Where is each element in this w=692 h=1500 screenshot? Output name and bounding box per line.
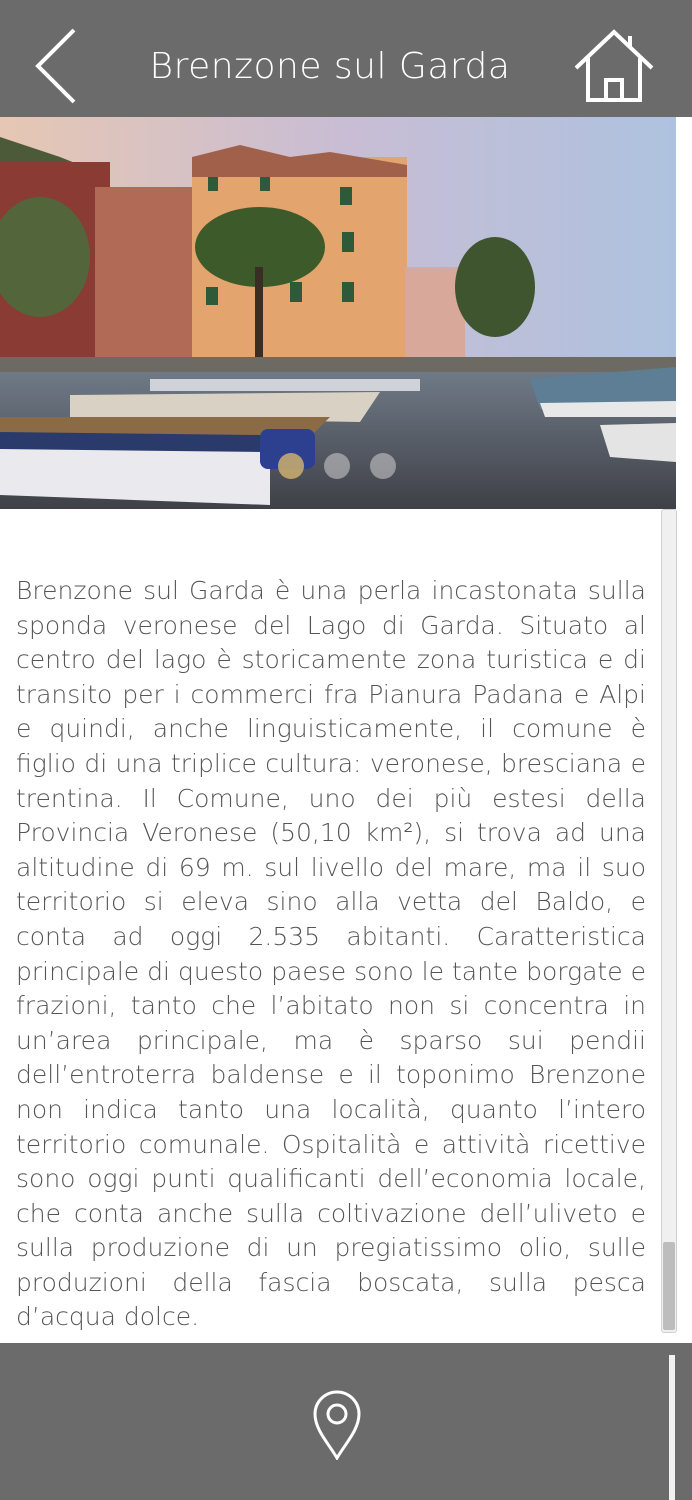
- footer-scroll-indicator: [669, 1355, 675, 1500]
- description-scrollbar[interactable]: [661, 509, 677, 1333]
- description-panel: [0, 509, 660, 1343]
- harbor-photo: [0, 117, 676, 509]
- gallery-pagination: [278, 453, 396, 479]
- page-title: Brenzone sul Garda: [149, 46, 511, 87]
- map-pin-icon[interactable]: [311, 1388, 363, 1460]
- description-text: Brenzone sul Garda è una perla incastonata sulla sponda veronese del Lago di Garda. Situato al centro del lago è storicamente zona turistica e di transito per i commerci fra Pianura Padana e Alpi e quindi, anche linguisticamente, il comune è figlio di una triplice cultura: veronese, bresciana e trentina. Il Comune, uno dei più estesi della Provincia Veronese (50,10 km²), si trova ad una altitudine di 69 m. sul livello del mare, ma il suo territorio si eleva sino alla vetta del Baldo, e conta ad oggi 2.535 abitanti. Caratteristica principale di questo paese sono le tante borgate e frazioni, tanto che l’abitato non si concentra in un’area principale, ma è sparso sui pendii dell’entroterra baldense e il toponimo Brenzone non indica tanto una località, quanto l’intero territorio comunale. Ospitalità e attività ricettive sono oggi punti qualificanti dell’economia locale, che conta anche sulla coltivazione dell’uliveto e sulla produzione di un pregiatissimo olio, sulle produzioni della fascia boscata, sulla pesca d’acqua dolce.: [16, 576, 646, 1332]
- pagination-dot-3[interactable]: [370, 453, 396, 479]
- chevron-left-icon[interactable]: [30, 26, 86, 108]
- photo-gallery[interactable]: [0, 117, 676, 509]
- scrollbar-thumb[interactable]: [663, 1242, 675, 1330]
- pagination-dot-1[interactable]: [278, 453, 304, 479]
- pagination-dot-2[interactable]: [324, 453, 350, 479]
- top-bar: [0, 0, 692, 117]
- home-icon[interactable]: [572, 28, 656, 104]
